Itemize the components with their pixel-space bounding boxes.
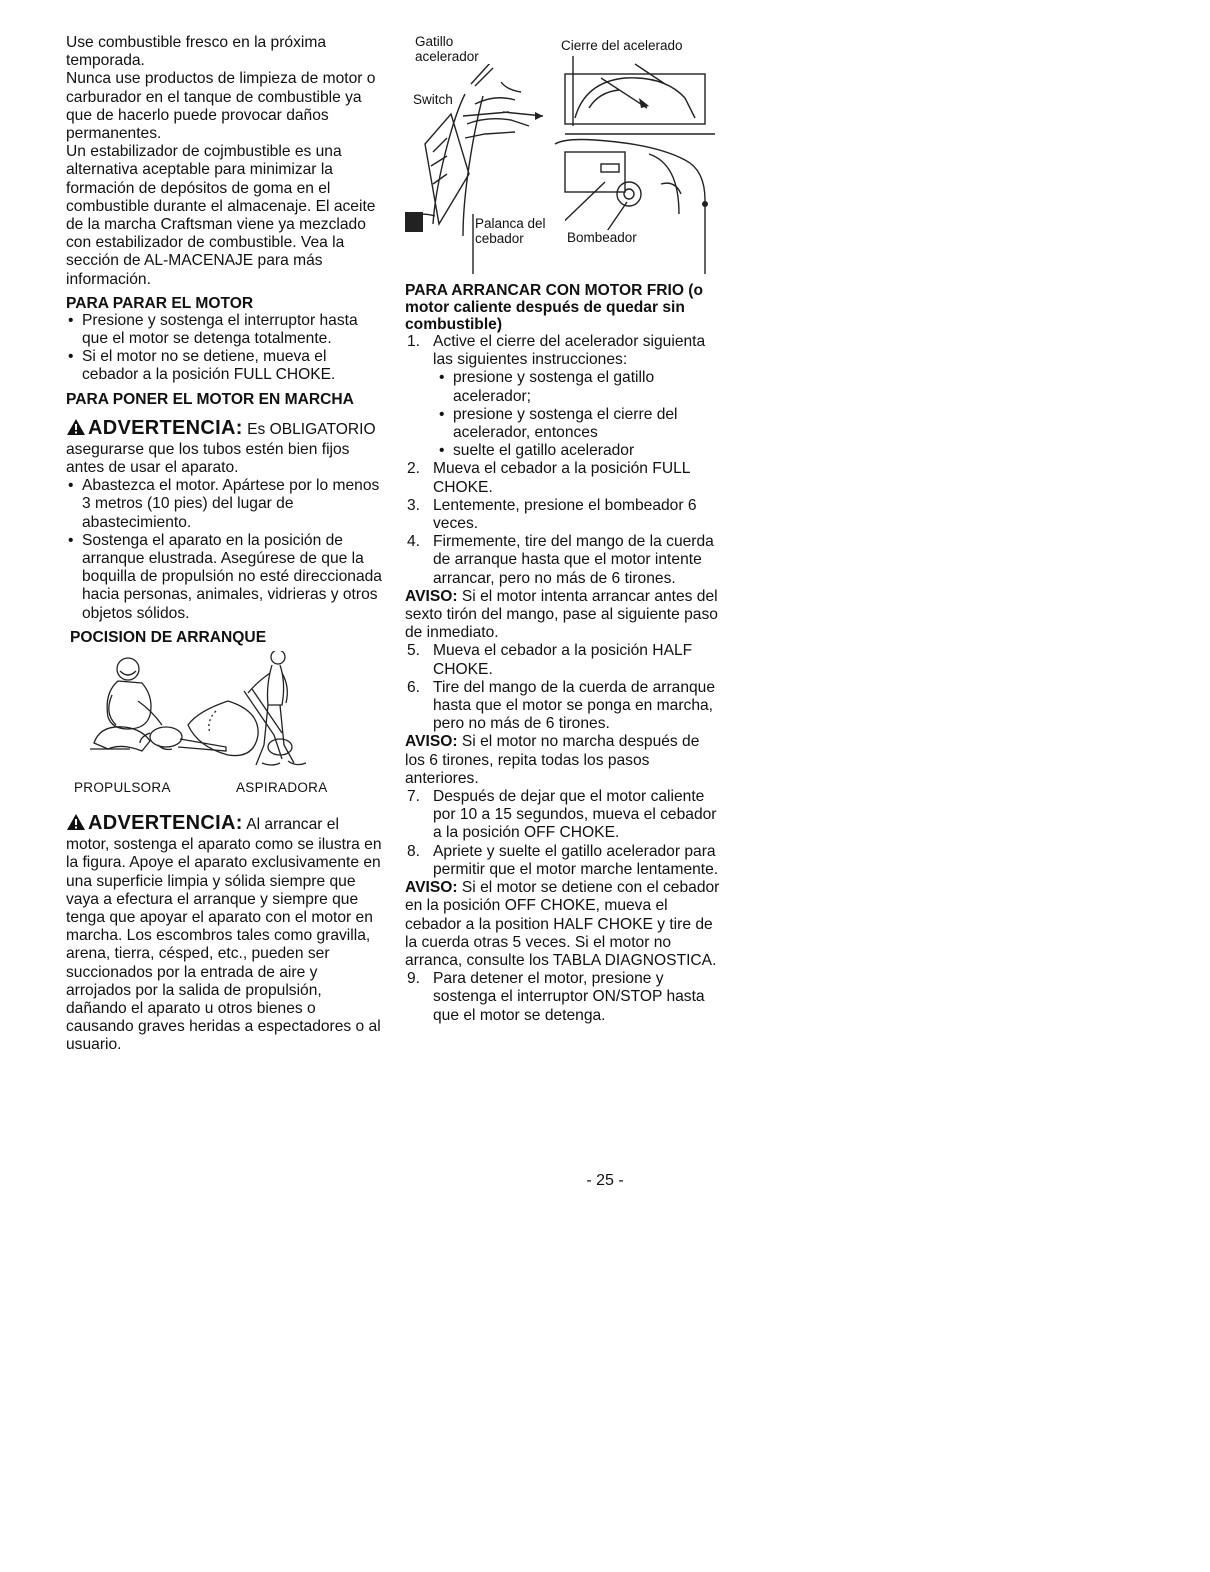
start-engine-list [66, 477, 384, 623]
figure-caption: POCISION DE ARRANQUE [70, 628, 267, 646]
starting-position-figure [66, 629, 384, 809]
vacuum-label: ASPIRADORA [236, 779, 328, 795]
list-item: 7. Después de dejar que el motor caliente por 10 a 15 segundos, mueva el cebador a la posición OFF CHOKE. [407, 788, 717, 842]
left-column [66, 34, 384, 1055]
list-item: 9. Para detener el motor, presione y sostenga el interruptor ON/STOP hasta que el motor se detenga. [407, 970, 705, 1024]
list-item: 8. Apriete y suelte el gatillo acelerador para permitir que el motor marche lentamente. [407, 842, 719, 878]
stop-engine-list [66, 312, 384, 385]
choke-label: Palanca del cebador [475, 216, 565, 246]
warning-triangle-icon [66, 813, 86, 836]
step-text: Active el cierre del acelerador siguienta las siguientes instrucciones: [433, 333, 706, 369]
page-number: - 25 - [586, 1172, 624, 1189]
cold-start-steps-d [405, 970, 723, 1025]
starting-position-illustration [66, 651, 366, 777]
list-item: 2. Mueva el cebador a la posición FULL CHOKE. [407, 460, 690, 496]
primer-label: Bombeador [567, 230, 637, 245]
step-text: Lentemente, presione el bombeador 6 veces. [433, 496, 697, 533]
warning-triangle-icon [66, 418, 86, 441]
lock-label: Cierre del acelerado [561, 38, 683, 53]
list-item: • Sostenga el aparato en la posición de arranque elustrada. Asegúrese de que la boquilla de propulsión no esté direccionada hacia personas, animales, vidrieras y otros objetos sólidos. [66, 532, 384, 623]
right-column [405, 34, 723, 1025]
notice-label: AVISO: [405, 733, 458, 751]
switch-label: Switch [413, 92, 453, 107]
list-item: • suelte el gatillo acelerador [437, 442, 723, 460]
intro-para-3: Un estabilizador de cojmbustible es una alternativa aceptable para minimizar la formación de depósitos de goma en el combustible durante el almacenaje. El aceite de la marcha Craftsman viene ya mezclado con estabilizador de combustible. Vea la sección de AL-MACENAJE para más información. [66, 143, 376, 288]
warning-label: ADVERTENCIA: [88, 416, 243, 439]
warning-block-1 [66, 418, 384, 478]
cold-start-steps-c [405, 788, 723, 879]
list-item: 4. Firmemente, tire del mango de la cuerda de arranque hasta que el motor intente arrancar, pero no más de 6 tirones. [407, 533, 714, 587]
blower-label: PROPULSORA [74, 779, 171, 795]
notice-label: AVISO: [405, 879, 458, 897]
warning-block-2 [66, 813, 384, 1055]
notice-1 [405, 588, 723, 643]
intro-para-1: Use combustible fresco en la próxima temporada. [66, 34, 327, 70]
list-item: • presione y sostenga el gatillo acelerador; [437, 369, 723, 405]
cold-start-steps-a [405, 333, 723, 588]
notice-2 [405, 733, 723, 788]
sub-list [433, 369, 723, 460]
warning-label: ADVERTENCIA: [88, 811, 243, 834]
notice-text: Si el motor no marcha después de los 6 tirones, repita todas los pasos anteriores. [405, 733, 700, 787]
list-item: 5. Mueva el cebador a la posición HALF CHOKE. [407, 642, 693, 678]
stop-engine-heading: PARA PARAR EL MOTOR [66, 294, 254, 312]
list-item: 1. Active el cierre del acelerador siguienta las siguientes instrucciones: • presione y sostenga el gatillo acelerador; • presione y sostenga el cierre del acelerador, entonces • suelte el gatillo acelerador [405, 333, 723, 460]
controls-figure [405, 34, 723, 274]
notice-label: AVISO: [405, 587, 458, 605]
list-item: • Abastezca el motor. Apártese por lo menos 3 metros (10 pies) del lugar de abastecimiento. [66, 477, 384, 532]
list-item: • presione y sostenga el cierre del acelerador, entonces [437, 406, 723, 442]
step-text: Apriete y suelte el gatillo acelerador para permitir que el motor marche lentamente. [433, 842, 719, 878]
warning-text: Es OBLIGATORIO asegurarse que los tubos estén bien fijos antes de usar el aparato. [66, 420, 376, 477]
cold-start-steps-b [405, 642, 723, 733]
trigger-label: Gatillo acelerador [415, 34, 505, 64]
step-text: Para detener el motor, presione y sostenga el interruptor ON/STOP hasta que el motor se detenga. [433, 970, 705, 1024]
list-item: • Presione y sostenga el interruptor hasta que el motor se detenga totalmente. [66, 312, 384, 348]
start-engine-heading: PARA PONER EL MOTOR EN MARCHA [66, 390, 354, 408]
notice-text: Si el motor se detiene con el cebador en la posición OFF CHOKE, mueva el cebador a la position HALF CHOKE y tire de la cuerda otras 5 veces. Si el motor no arranca, consulte los TABLA DIAGNOSTICA. [405, 879, 720, 969]
cold-start-heading: PARA ARRANCAR CON MOTOR FRIO (o motor caliente después de quedar sin combustible) [405, 282, 703, 333]
step-text: Después de dejar que el motor caliente por 10 a 15 segundos, mueva el cebador a la posición OFF CHOKE. [433, 788, 717, 842]
warning-text: Al arrancar el motor, sostenga el aparato como se ilustra en la figura. Apoye el aparato exclusivamente en una superficie limpia y sólida siempre que vaya a efectura el arranque y siempre que tenga que apoyar el aparato con el motor en marcha. Los escombros tales como gravilla, arena, tierra, césped, etc., pueden ser succionados por la entrada de aire y arrojados por la salida de propulsión, dañando el aparato u otros bienes o causando graves heridas a espectadores o al usuario. [66, 815, 382, 1054]
step-text: Firmemente, tire del mango de la cuerda de arranque hasta que el motor intente arrancar, pero no más de 6 tirones. [433, 533, 714, 587]
list-item: 3. Lentemente, presione el bombeador 6 veces. [407, 496, 697, 533]
notice-text: Si el motor intenta arrancar antes del sexto tirón del mango, pase al siguiente paso de inmediato. [405, 587, 718, 642]
list-item: 6. Tire del mango de la cuerda de arranque hasta que el motor se ponga en marcha, pero no más de 6 tirones. [407, 678, 716, 733]
step-text: Mueva el cebador a la posición HALF CHOKE. [433, 642, 693, 678]
step-text: Tire del mango de la cuerda de arranque hasta que el motor se ponga en marcha, pero no más de 6 tirones. [433, 678, 716, 733]
intro-para-2: Nunca use productos de limpieza de motor o carburador en el tanque de combustible ya que de hacerlo puede provocar daños permanentes. [66, 70, 376, 143]
step-text: Mueva el cebador a la posición FULL CHOKE. [433, 460, 690, 496]
list-item: • Si el motor no se detiene, mueva el cebador a la posición FULL CHOKE. [66, 348, 384, 384]
notice-3 [405, 879, 723, 970]
